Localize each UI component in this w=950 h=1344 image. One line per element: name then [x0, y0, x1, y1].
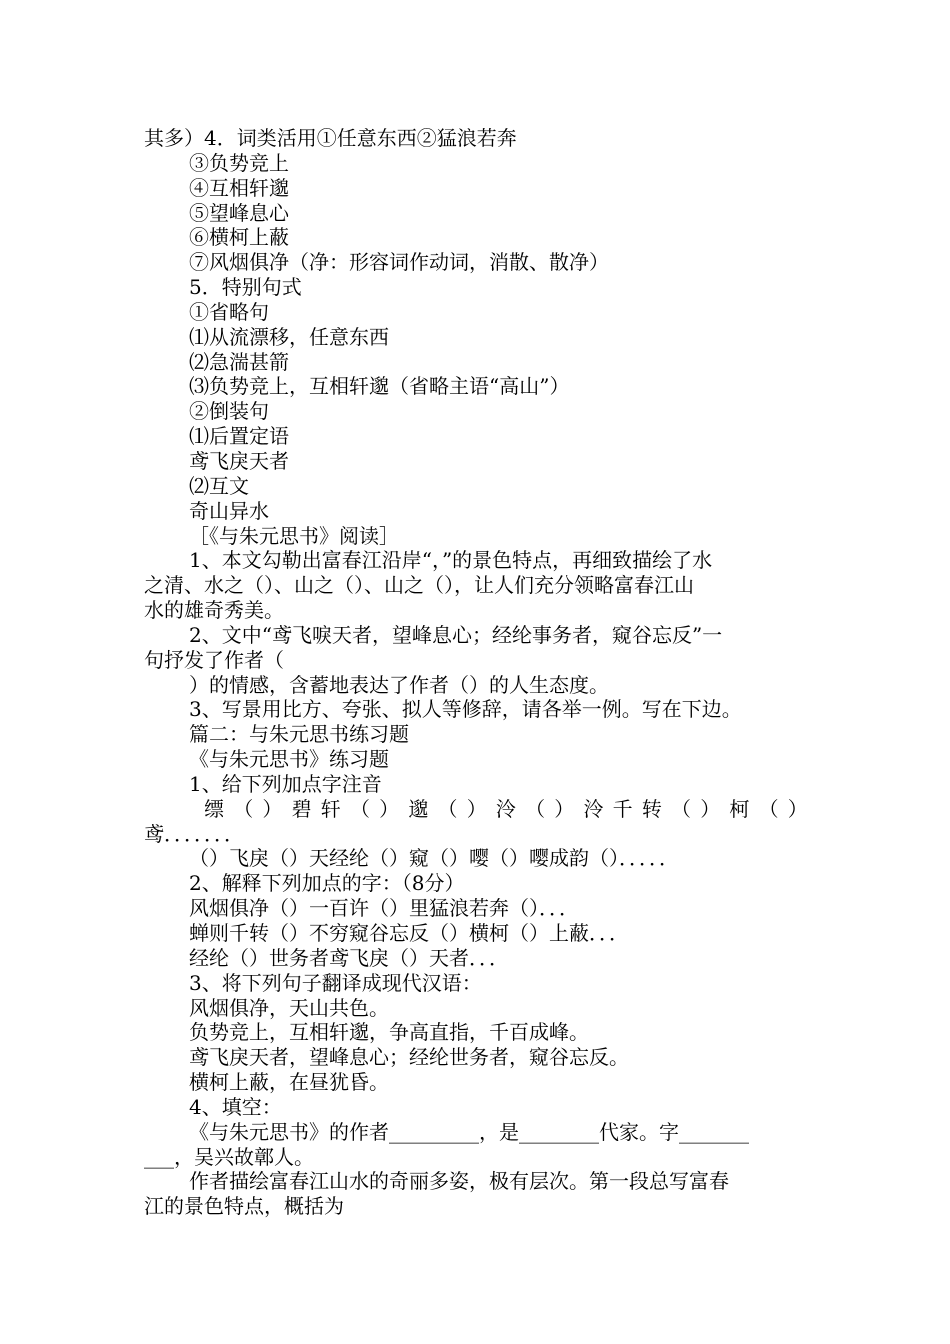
phonetic-char: ） [262, 796, 283, 821]
text-line: ___，吴兴故鄣人。 [144, 1144, 314, 1169]
question-heading: 3、将下列句子翻译成现代汉语： [189, 970, 482, 995]
text-line: ⑵急湍甚箭 [189, 349, 289, 374]
phonetic-char: 缥 [204, 796, 224, 821]
text-line: ）的情感，含蓄地表达了作者（）的人生态度。 [189, 672, 609, 697]
text-line: 蝉则千转（）不穷窥谷忘反（）横柯（）上蔽．．． [189, 921, 629, 945]
question-heading: 4、填空： [189, 1094, 282, 1119]
phonetic-char: 柯 [729, 796, 750, 821]
text-line: 1、本文勾勒出富春江沿岸“，”的景色特点，再细致描绘了水 [189, 548, 713, 573]
text-line: 其多）4．词类活用①任意东西②猛浪若奔 [144, 126, 517, 150]
phonetic-char: （ [758, 796, 779, 821]
phonetic-char: ） [379, 796, 400, 821]
text-line: 之清、水之（）、山之（）、山之（），让人们充分领略富春江山 [144, 573, 694, 598]
text-line: ⑴从流漂移，任意东西 [189, 324, 389, 349]
question-heading: 2、解释下列加点的字：（8分） [189, 871, 465, 896]
text-line: 负势竞上，互相轩邈，争高直指，千百成峰。 [189, 1020, 589, 1045]
text-line: 鸢．．．．．．． [144, 821, 244, 846]
phonetic-char: （ [671, 796, 691, 821]
document-title: 《与朱元思书》练习题 [189, 747, 389, 772]
document-body [144, 126, 808, 1219]
phonetic-char: （ [437, 796, 458, 821]
text-line: 《与朱元思书》的作者_________，是________代家。字_______ [189, 1119, 749, 1144]
text-line: ②倒装句 [189, 399, 269, 424]
phonetic-char: ） [554, 796, 575, 821]
text-line: 句抒发了作者（ [144, 647, 284, 672]
text-line: ⑴后置定语 [189, 424, 289, 449]
section-heading: 篇二：与朱元思书练习题 [189, 722, 409, 747]
phonetic-char: 泠 [495, 796, 516, 821]
text-line: ⑤望峰息心 [189, 200, 289, 225]
text-line: ⑵互文 [189, 473, 249, 498]
phonetic-char: （ [525, 796, 546, 821]
text-line: ⑦风烟俱净（净：形容词作动词，消散、散净） [189, 250, 609, 275]
text-line: 水的雄奇秀美。 [144, 598, 284, 623]
text-line: ⑥横柯上蔽 [189, 225, 289, 250]
phonetic-char: 千 [612, 796, 633, 821]
question-heading: 1、给下列加点字注音 [189, 771, 382, 796]
phonetic-char: ） [700, 796, 721, 821]
phonetic-char: ） [466, 796, 487, 821]
phonetic-char: （ [349, 796, 370, 821]
phonetic-char: 转 [641, 796, 662, 821]
phonetic-char: 碧 [291, 796, 312, 821]
section-heading: ［《与朱元思书》阅读］ [189, 523, 399, 548]
text-line: 奇山异水 [189, 498, 269, 523]
text-line: ①省略句 [189, 299, 269, 324]
phonetic-char: （ [233, 796, 254, 821]
text-line: 江的景色特点，概括为 [144, 1194, 344, 1219]
phonetic-char: 轩 [320, 796, 341, 821]
phonetic-char: 泠 [583, 796, 604, 821]
text-line: ⑶负势竞上，互相轩邈（省略主语“高山”） [189, 374, 570, 399]
text-line: 鸢飞戾天者，望峰息心；经纶世务者，窥谷忘反。 [189, 1045, 629, 1070]
section-heading: 5．特别句式 [189, 275, 302, 300]
text-line: 鸢飞戾天者 [189, 448, 289, 473]
text-line: 经纶（）世务者鸢飞戾（）天者．．． [189, 945, 509, 970]
text-line: 风烟俱净，天山共色。 [189, 995, 389, 1020]
phonetic-row [144, 797, 808, 822]
text-line: ③负势竞上 [189, 150, 289, 175]
text-line: 2、文中“鸢飞唳天者，望峰息心；经纶事务者，窥谷忘反”一 [189, 622, 723, 647]
text-line: 作者描绘富春江山水的奇丽多姿，极有层次。第一段总写富春 [189, 1169, 729, 1194]
text-line: （）飞戾（）天经纶（）窥（）嘤（）嘤成韵（）．．．．． [189, 846, 679, 871]
text-line: 3、写景用比方、夸张、拟人等修辞，请各举一例。写在下边。 [189, 697, 742, 722]
text-line: 横柯上蔽，在昼犹昏。 [189, 1070, 389, 1095]
text-line: ④互相轩邈 [189, 175, 289, 200]
text-line: 风烟俱净（）一百许（）里猛浪若奔（）．．． [189, 896, 579, 921]
phonetic-char: ） [787, 796, 808, 821]
phonetic-char: 邈 [408, 796, 429, 821]
